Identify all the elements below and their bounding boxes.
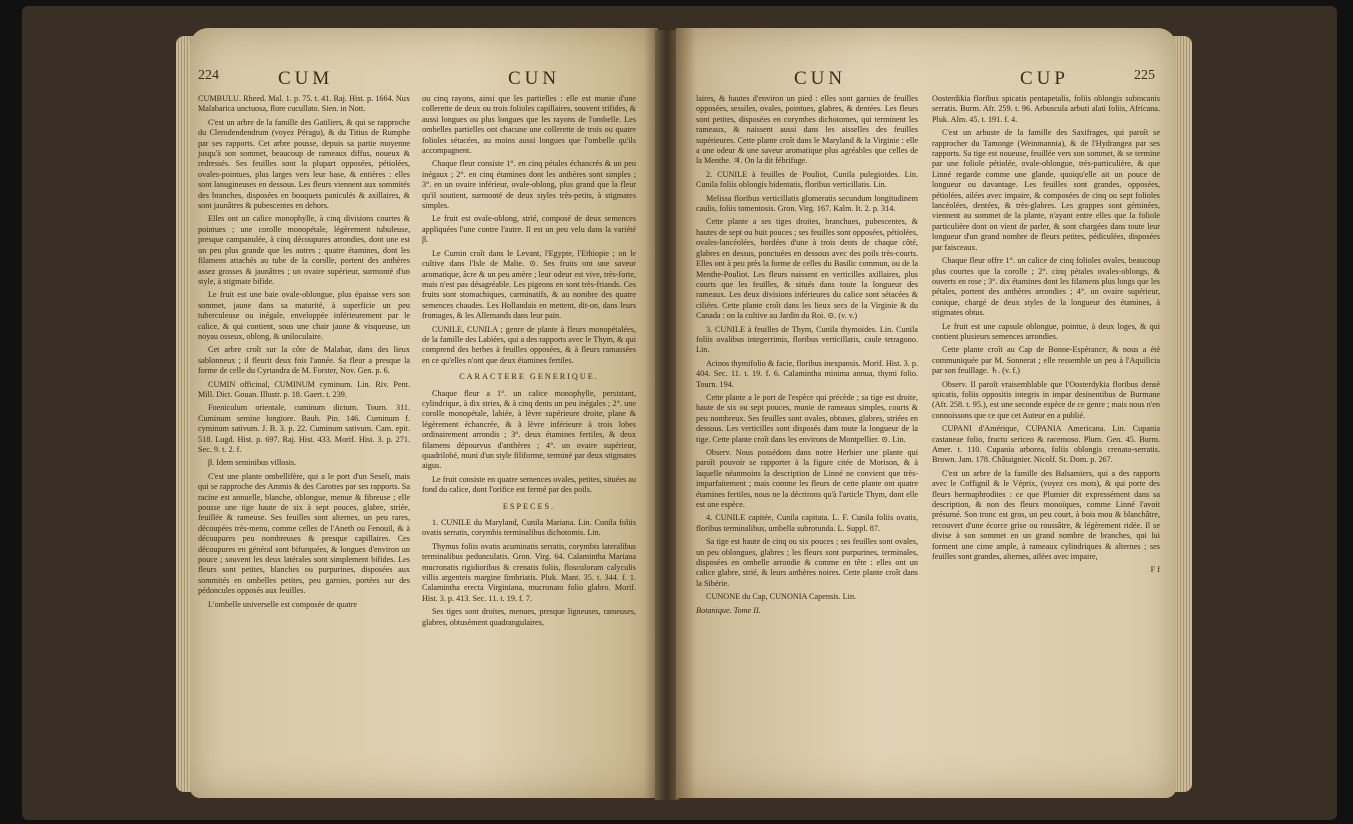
footer-title: Botanique. Tome II.	[696, 605, 761, 615]
paragraph: L'ombelle universelle est composée de quatre	[208, 599, 358, 609]
paragraph: C'est un arbre de la famille des Gatiliers, & qui se rapproche du Clerodendendrum (voyez Péragu), & du Titius de Rumphe par ses rapports. Cet arbre pousse, depuis sa partie moyenne jusqu'à son sommet, beaucoup de rameaux diffus, noueux & redressés. Ses feuilles sont la plupart opposées, pétiolées, ovales-pointues, plus larges vers leur base, & entières : elles sont lanugineuses en dessous. Les fleurs viennent aux sommités des branches, disposées en bouquets paniculés & axillaires, & sont jaunâtres & pubescentes en dehors.	[198, 117, 410, 211]
text-column-2	[932, 94, 1160, 579]
paragraph: Observ. Il paroît vraisemblable que l'Oosterdykia floribus densè spicatis, foliis oppositis integris in impar desinentibus de Burmane (Afr. 258. t. 95.), est une seconde espèce de ce genre ; mais nous n'en connoissons que ce que cet Auteur en a publié.	[932, 379, 1160, 420]
paragraph: Melissa floribus verticillatis glomeratis secundum longitudinem caulis, foliis tomentosis. Gron. Virg. 167. Kalm. It. 2. p. 314.	[696, 193, 918, 214]
page-number: 225	[1134, 68, 1155, 83]
paragraph: CUPANI d'Amérique, CUPANIA Americana. Lin. Cupania castaneae folio, fructu sericeo & racemoso. Plum. Gen. 45. Burm. Amer. t. 110. Cupania arborea, foliis oblongis crenato-serratis. Brown. Jam. 178. Châtaignier. Nicolf. St. Dom. p. 267.	[932, 424, 1160, 465]
section-heading: CARACTERE GENERIQUE.	[459, 372, 599, 382]
paragraph: Ses tiges sont droites, menues, presque ligneuses, rameuses, glabres, obtusément quadrangulaires,	[422, 607, 636, 627]
page-number: 224	[198, 68, 219, 83]
running-header-right: CUP	[1020, 68, 1069, 89]
paragraph: 3. CUNILE à feuilles de Thym, Cunila thymoides. Lin. Cunila foliis ovalibus integerrimis, floribus verticillatis, caule tetragono. Lin.	[696, 324, 918, 355]
right-page	[676, 28, 1176, 798]
paragraph: Acinos thymifolio & facie, floribus inexpansis. Morif. Hist. 3. p. 404. Sec. 11. t. 19. f. 6. Calamintha minima annua, thymi folio. Tourn. 194.	[696, 358, 918, 389]
paragraph: Chaque fleur offre 1°. un calice de cinq folioles ovales, beaucoup plus courtes que la corolle ; 2°. cinq pétales ovales-oblongs, & ouverts en rose ; 3°. dix étamines dont les filamens plus longs que les pétales, portent des anthères arrondies ; 4°. un ovaire supérieur, conique, chargé de deux styles de la longueur des étamines, à stigmates obtus.	[932, 256, 1160, 318]
paragraph: Chaque fleur a 1°. un calice monophylle, persistant, cylindrique, à dix stries, & à cinq dents un peu inégales ; 2°. une corolle monopétale, labiée, à lèvre supérieure droite, plane & légèrement échancrée, & à lèvre inférieure à trois lobes ordinairement arrondis ; 3°. deux étamines fertiles, & deux filamens dépourvus d'anthères ; 4°. un ovaire supérieur, quadrilobé, muni d'un style filiforme, terminé par deux stigmates aigus.	[422, 388, 636, 471]
paragraph: C'est un arbuste de la famille des Saxifrages, qui paroît se rapprocher du Tamonge (Weinmannia), & de l'Hydrangea par ses rapports. Sa tige est noueuse, feuillée vers son sommet, & se termine par une foliole pétiolée, ovale-oblongue, très-particulière, & que Linné regarde comme une glande, quoiqu'elle ait un pouce de longueur ou davantage. Les feuilles sont grandes, opposées, pétiolées, ailées avec impaire, & composées de cinq ou sept folioles lancéolées, dentées, & très-glabres. Les grappes sont géminées, viennent au sommet de la plante, n'ayant entre elles que la foliole particulière dont on vient de parler, & sont chargées dans toute leur longueur d'un grand nombre de fleurs petites, pédiculées, disposées par faisceaux.	[932, 128, 1160, 252]
paragraph: 4. CUNILE capitée, Cunila capitata. L. F. Cunila foliis ovatis, floribus terminalibus, umbella subrotunda. L. Suppl. 87.	[696, 513, 918, 533]
paragraph: Le fruit est une baie ovale-oblongue, plus épaisse vers son sommet, jaune dans sa maturité, à superficie un peu tuberculeuse ou inégale, enveloppée inférieurement par le calice, & qui contient, sous une chair jaune & visqueuse, un noyau osseux, oblong, & uniloculaire.	[198, 290, 410, 341]
paragraph: Oosterdikia floribus spicatis pentapetalis, foliis oblongis subincanis serratis. Burm. Afr. 259. t. 96. Arbuscula arbuti alati foliis, Africana. Pluk. Alm. 45. t. 191. f. 4.	[932, 94, 1160, 124]
paragraph: CUNONE du Cap, CUNONIA Capensis. Lin.	[706, 592, 857, 602]
text-column-2	[422, 94, 636, 631]
paragraph: C'est une plante ombellifère, qui a le port d'un Seseli, mais qui se rapproche des Ammis & des Carottes par ses rapports. Sa racine est annuelle, blanche, oblongue, menue & fibreuse ; elle pousse une tige haute de six à sept pouces, glabre, striée, feuillée & rameuse. Ses feuilles sont alternes, un peu rares, découpées très-menu, comme celles de l'Aneth ou Fenouil, & à découpures peu nombreuses & presque capillaires. Ces découpures en général sont bifurquées, & longues d'environ un pouce ; souvent les deux latérales sont simplement bifides. Les fleurs sont petites, blanches ou purpurines, disposées aux sommités en ombelles petites, peu garnies, portées sur des pédoncules opposés aux feuilles.	[198, 471, 410, 596]
paragraph: Cette plante a le port de l'espèce qui précède ; sa tige est droite, haute de six ou sept pouces, munie de rameaux simples, courts & peu nombreux. Ses feuilles sont ovales, obtuses, glabres, striées en dessous. Les verticilles sont disposés dans toute la longueur de la tige. Cette plante croît dans les environs de Montpellier. ⊙. Lin.	[696, 392, 918, 444]
paragraph: Chaque fleur consiste 1°. en cinq pétales échancrés & un peu inégaux ; 2°. en cinq étamines dont les anthères sont simples ; 3°. en un ovaire inférieur, ovale-oblong, plus grand que la fleur qu'il soutient, surmonté de deux styles très-petits, à stigmates simples.	[422, 159, 636, 211]
paragraph: CUMBULU. Rheed. Mal. 1. p. 75. t. 41. Raj. Hist. p. 1664. Nux Malabarica unctuosa, flore cucullato. Sien. in Nott.	[198, 94, 410, 114]
running-header-right: CUN	[508, 68, 561, 89]
paragraph: Elles ont un calice monophylle, à cinq divisions courtes & pointues ; une corolle monopétale, légèrement tubuleuse, presque campanulée, à cinq découpures arrondies, dont une est un peu plus grande que les autres ; quatre étamines, dont les filamens attachés au tube de la corolle, portent des anthères assez grosses & jaunâtres ; un ovaire supérieur, surmonté d'un style, à stigmate bifide.	[198, 214, 410, 286]
text-column-1	[696, 94, 918, 619]
paragraph: Cette plante croît au Cap de Bonne-Espérance, & nous a été communiquée par M. Sonnerat ; elle ressemble un peu à l'Aquilicia par son feuillage. ♄. (v. f.)	[932, 345, 1160, 376]
paragraph: Le fruit est une capsule oblongue, pointue, à deux loges, & qui contient plusieurs semences arrondies.	[932, 321, 1160, 341]
paragraph: laires, & hautes d'environ un pied : elles sont garnies de feuilles opposées, sessiles, ovales, pointues, glabres, & dentées. Les fleurs sont petites, disposées en corymbes dichotomes, qui terminent les rameaux, & naissent aussi dans les aisselles des feuilles supérieures. Cette plante croît dans le Maryland & la Virginie : elle a une odeur & une saveur aromatique plus agréables que celles de la Menthe. ♃. On la dit fébrifuge.	[696, 94, 918, 166]
paragraph: C'est un arbre de la famille des Balsamiers, qui a des rapports avec le Coffignil & le Véprix, (voyez ces mots), & qui porte des fleurs hermaphrodites : ce que Plumier dit expressément dans sa description, & non des fleurs monoïques, comme Linné l'avoit présumé. Son tronc est gros, un peu court, à bois mou & blanchâtre, recouvert d'une écorce grise ou roussâtre, & légèrement ridée. Il se divise à son sommet en un grand nombre de branches, qui lui forment une cime ample, à rameaux cylindriques & alternes ; ses feuilles sont grandes, alternes, ailées avec impaire,	[932, 468, 1160, 562]
paragraph: Observ. Nous possédons dans notre Herbier une plante qui paroît pouvoir se rapporter à la figure citée de Morison, & à laquelle néanmoins la description de Linné ne convient que très-imparfaitement ; mais comme les fleurs de cette plante ont quatre étamines fertiles, nous ne la décrirons qu'à l'article Thym, dont elle est une espèce.	[696, 448, 918, 510]
paragraph: Le fruit consiste en quatre semences ovales, petites, situées au fond du calice, dont l'orifice est fermé par des poils.	[422, 474, 636, 495]
text-column-1	[198, 94, 410, 613]
signature-mark: F f	[1150, 565, 1160, 575]
paragraph: 1. CUNILE du Maryland, Cunila Mariana. Lin. Cunila foliis ovatis serratis, corymbis terminalibus dichotomis. Lin.	[422, 518, 636, 538]
paragraph: ou cinq rayons, ainsi que les partielles : elle est munie d'une collerette de deux ou trois folioles capillaires, souvent trifides, & aussi longues ou plus longues que les rayons de l'ombelle. Les ombelles partielles ont chacune une collerette de trois ou quatre folioles sétacées, au moins aussi longues que l'ombelle qu'ils accompagnent.	[422, 94, 636, 156]
paragraph: Cette plante a ses tiges droites, branchues, pubescentes, & hautes de sept ou huit pouces ; ses feuilles sont opposées, pétiolées, ovales-lancéolées, bordées d'une à trois dents de chaque côté, glabres en dessus, ponctuées en dessous avec des poils très-courts. Elles ont à peu près la forme de celles du Basilic commun, ou de la Menthe-Pouliot. Les fleurs naissent en verticilles axillaires, plus courts que les feuilles, & situés dans toute la longueur des rameaux. Les deux divisions inférieures du calice sont sétacées & ciliées. Cette plante croît dans les lieux secs de la Virginie & du Canada : on la cultive au Jardin du Roi. ⊙. (v. v.)	[696, 217, 918, 321]
section-heading: ESPECES.	[502, 501, 556, 511]
paragraph: Le Cumin croît dans le Levant, l'Egypte, l'Ethiopie ; on le cultive dans l'Isle de Malte. ⊙. Ses fruits ont une saveur aromatique, âcre & un peu amère ; leur odeur est vive, très-forte, mais n'est pas désagréable. Les pigeons en sont très-friands. Ces fruits sont stomachiques, carminatifs, & au nombre des quatre semences chaudes. Les Hollandais en mettent, dit-on, dans leurs fromages, & les Allemands dans leur pain.	[422, 248, 636, 321]
paragraph: CUMIN officinal, CUMINUM cyminum. Lin. Riv. Pent. Mill. Dict. Gouan. Illustr. p. 18. Gaert. t. 239.	[198, 379, 410, 399]
paragraph: Foeniculum orientale, cuminum dictum. Tourn. 311. Cuminum semine longiore. Bauh. Pin. 146. Cuminum f. cyminum sativum. J. B. 3. p. 22. Cuminum sativum. Cam. epit. 518. Lugd. Hist. p. 697. Raj. Hist. 433. Morif. Hist. 3. p. 271. Sec. 9. t. 2. f.	[198, 403, 410, 454]
paragraph: CUNILE, CUNILA ; genre de plante à fleurs monopétalées, de la famille des Labiées, qui a des rapports avec le Thym, & qui comprend des herbes à feuilles opposées, & à fleurs ramassées en ce qu'elles n'ont que deux étamines fertiles.	[422, 324, 636, 365]
paragraph: 2. CUNILE à feuilles de Pouliot, Cunila pulegioides. Lin. Cunila foliis oblongis bidentatis, floribus verticillatis. Lin.	[696, 169, 918, 190]
running-header-left: CUM	[278, 68, 334, 89]
running-header-left: CUN	[794, 68, 847, 89]
paragraph: Cet arbre croît sur la côte de Malabar, dans des lieux sablonneux ; il fleurit deux fois l'année. Sa fleur a presque la forme de celle du Cyrtandra de M. Forster, Nov. Gen. p. 6.	[198, 345, 410, 376]
paragraph: β. Idem seminibus villosis.	[208, 458, 297, 468]
paragraph: Le fruit est ovale-oblong, strié, composé de deux semences appliquées l'une contre l'autre. Il est un peu velu dans la variété β.	[422, 214, 636, 245]
paragraph: Sa tige est haute de cinq ou six pouces ; ses feuilles sont ovales, un peu oblongues, glabres ; les fleurs sont purpurines, terminales, disposées en ombelle arrondie & comme en tête : elles ont un calice glabre, strié, & leurs anthères noires. Cette plante croît dans la Sibérie.	[696, 537, 918, 588]
paragraph: Thymus foliis ovatis acuminatis serratis, corymbis lateralibus terminalibus pedunculatis. Gron. Virg. 64. Calamintha Mariana mucronatis rigidioribus & crenatis foliis, flosculorum calyculis villis argenteis margine fimbriatis. Pluk. Mant. 35. t. 344. f. 1. Calamintha erecta Virginiana, mucronato folio glabro. Morif. Hist. 3. p. 413. Sec. 11. t. 19. f. 7.	[422, 541, 636, 603]
left-page	[190, 28, 658, 798]
